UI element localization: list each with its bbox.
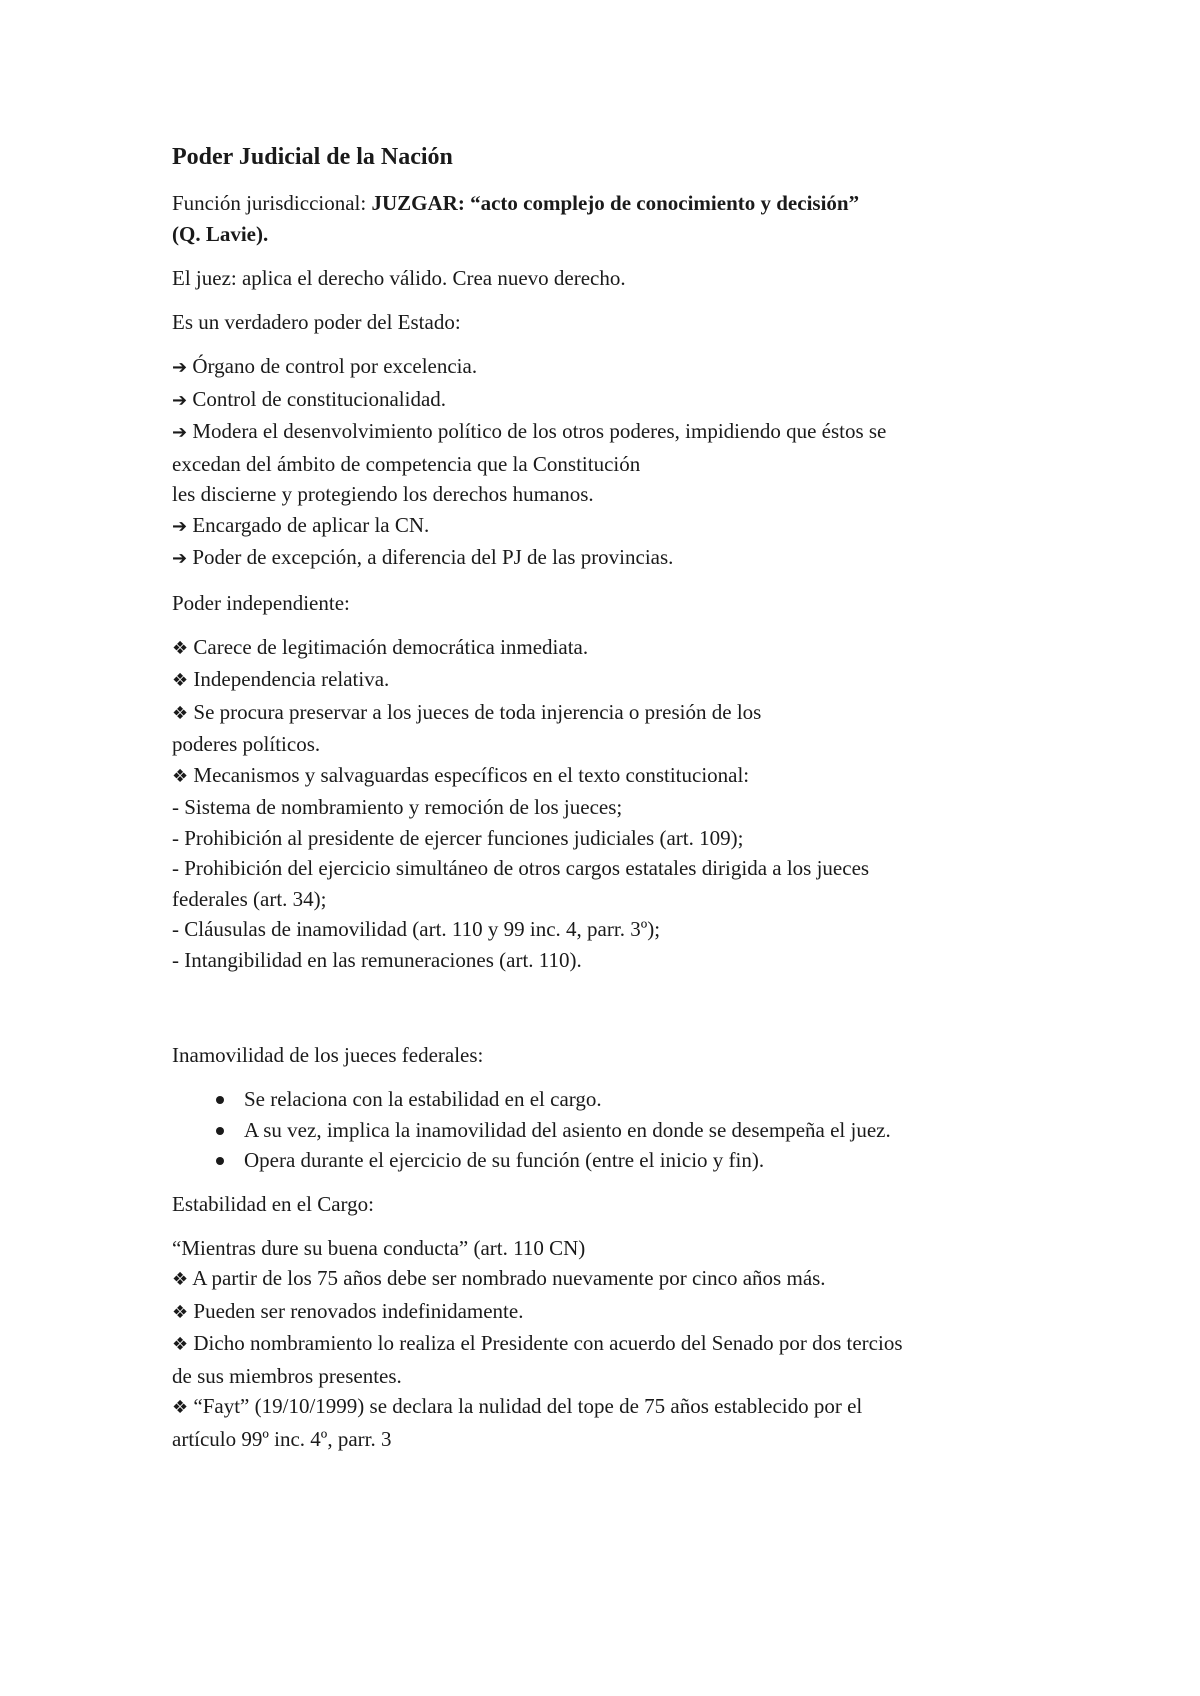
inamovilidad-paragraph: Inamovilidad de los jueces federales: <box>172 1043 484 1067</box>
document-title: Poder Judicial de la Nación <box>172 144 453 170</box>
arrow-right-icon: ➔ <box>172 422 188 443</box>
diamond-bullet-icon: ❖ <box>172 1397 189 1418</box>
funcion-author: (Q. Lavie). <box>172 222 269 246</box>
funcion-definition: JUZGAR: “acto complejo de conocimiento y decisión” <box>371 191 860 215</box>
list-item: Opera durante el ejercicio de su función (entre el inicio y fin). <box>172 1145 1052 1176</box>
list-item: ❖ Se procura preservar a los jueces de toda injerencia o presión de los <box>172 699 762 724</box>
list-item-continuation: de sus miembros presentes. <box>172 1363 402 1388</box>
funcion-label: Función jurisdiccional: <box>172 191 372 215</box>
dash-item-continuation: federales (art. 34); <box>172 886 327 911</box>
diamond-bullet-icon: ❖ <box>172 670 189 691</box>
dash-item: - Intangibilidad en las remuneraciones (art. 110). <box>172 947 582 972</box>
mientras-quote: “Mientras dure su buena conducta” (art. 110 CN) <box>172 1235 586 1260</box>
list-item-continuation: excedan del ámbito de competencia que la Constitución <box>172 451 641 476</box>
diamond-list <box>172 632 1052 976</box>
arrow-right-icon: ➔ <box>172 515 188 537</box>
funcion-paragraph <box>172 188 1052 250</box>
dash-item: - Prohibición al presidente de ejercer funciones judiciales (art. 109); <box>172 825 744 850</box>
list-item: ➔ Poder de excepción, a diferencia del PJ de las provincias. <box>172 545 674 569</box>
bullet-list <box>172 1084 1052 1176</box>
diamond-bullet-icon: ❖ <box>172 637 189 659</box>
juez-paragraph: El juez: aplica el derecho válido. Crea nuevo derecho. <box>172 266 626 290</box>
list-item: ❖ Independencia relativa. <box>172 667 390 691</box>
list-item: ➔ Órgano de control por excelencia. <box>172 354 478 378</box>
diamond-bullet-icon: ❖ <box>172 702 189 724</box>
list-item: ➔ Modera el desenvolvimiento político de los otros poderes, impidiendo que éstos se <box>172 419 887 443</box>
diamond-bullet-icon: ❖ <box>172 1301 189 1323</box>
list-item-continuation: les discierne y protegiendo los derechos humanos. <box>172 482 594 506</box>
list-item: Se relaciona con la estabilidad en el cargo. <box>172 1084 1052 1115</box>
diamond-bullet-icon: ❖ <box>172 1269 189 1290</box>
list-item: ❖ Dicho nombramiento lo realiza el Presidente con acuerdo del Senado por dos tercios <box>172 1331 903 1355</box>
verdadero-paragraph: Es un verdadero poder del Estado: <box>172 310 461 334</box>
list-item: ❖ Pueden ser renovados indefinidamente. <box>172 1298 524 1323</box>
list-item-continuation: poderes políticos. <box>172 732 321 756</box>
list-item: ❖ Mecanismos y salvaguardas específicos en el texto constitucional: <box>172 762 750 787</box>
diamond-bullet-icon: ❖ <box>172 1334 189 1355</box>
independiente-paragraph: Poder independiente: <box>172 590 350 615</box>
arrow-list <box>172 351 1052 575</box>
list-item: ❖ Carece de legitimación democrática inmediata. <box>172 634 589 659</box>
dash-item: - Cláusulas de inamovilidad (art. 110 y 99 inc. 4, parr. 3º); <box>172 917 661 941</box>
bullet-dot-icon <box>216 1127 224 1135</box>
arrow-right-icon: ➔ <box>172 548 188 569</box>
estabilidad-paragraph: Estabilidad en el Cargo: <box>172 1191 374 1216</box>
list-item: ➔ Control de constitucionalidad. <box>172 386 447 411</box>
list-item: A su vez, implica la inamovilidad del asiento en donde se desempeña el juez. <box>172 1115 1052 1146</box>
arrow-right-icon: ➔ <box>172 389 188 411</box>
arrow-right-icon: ➔ <box>172 357 188 378</box>
bullet-dot-icon <box>216 1096 224 1104</box>
bullet-dot-icon <box>216 1157 224 1165</box>
list-item: ❖ “Fayt” (19/10/1999) se declara la nulidad del tope de 75 años establecido por el <box>172 1394 863 1418</box>
list-item-continuation: artículo 99º inc. 4º, parr. 3 <box>172 1426 392 1451</box>
list-item: ➔ Encargado de aplicar la CN. <box>172 512 430 537</box>
list-item: ❖ A partir de los 75 años debe ser nombrado nuevamente por cinco años más. <box>172 1266 826 1290</box>
dash-item: - Sistema de nombramiento y remoción de los jueces; <box>172 795 623 819</box>
estabilidad-list <box>172 1233 1052 1455</box>
document-content <box>172 140 1052 1467</box>
diamond-bullet-icon: ❖ <box>172 765 189 787</box>
blank-space <box>172 988 1052 1040</box>
dash-item: - Prohibición del ejercicio simultáneo de otros cargos estatales dirigida a los jueces <box>172 856 870 880</box>
